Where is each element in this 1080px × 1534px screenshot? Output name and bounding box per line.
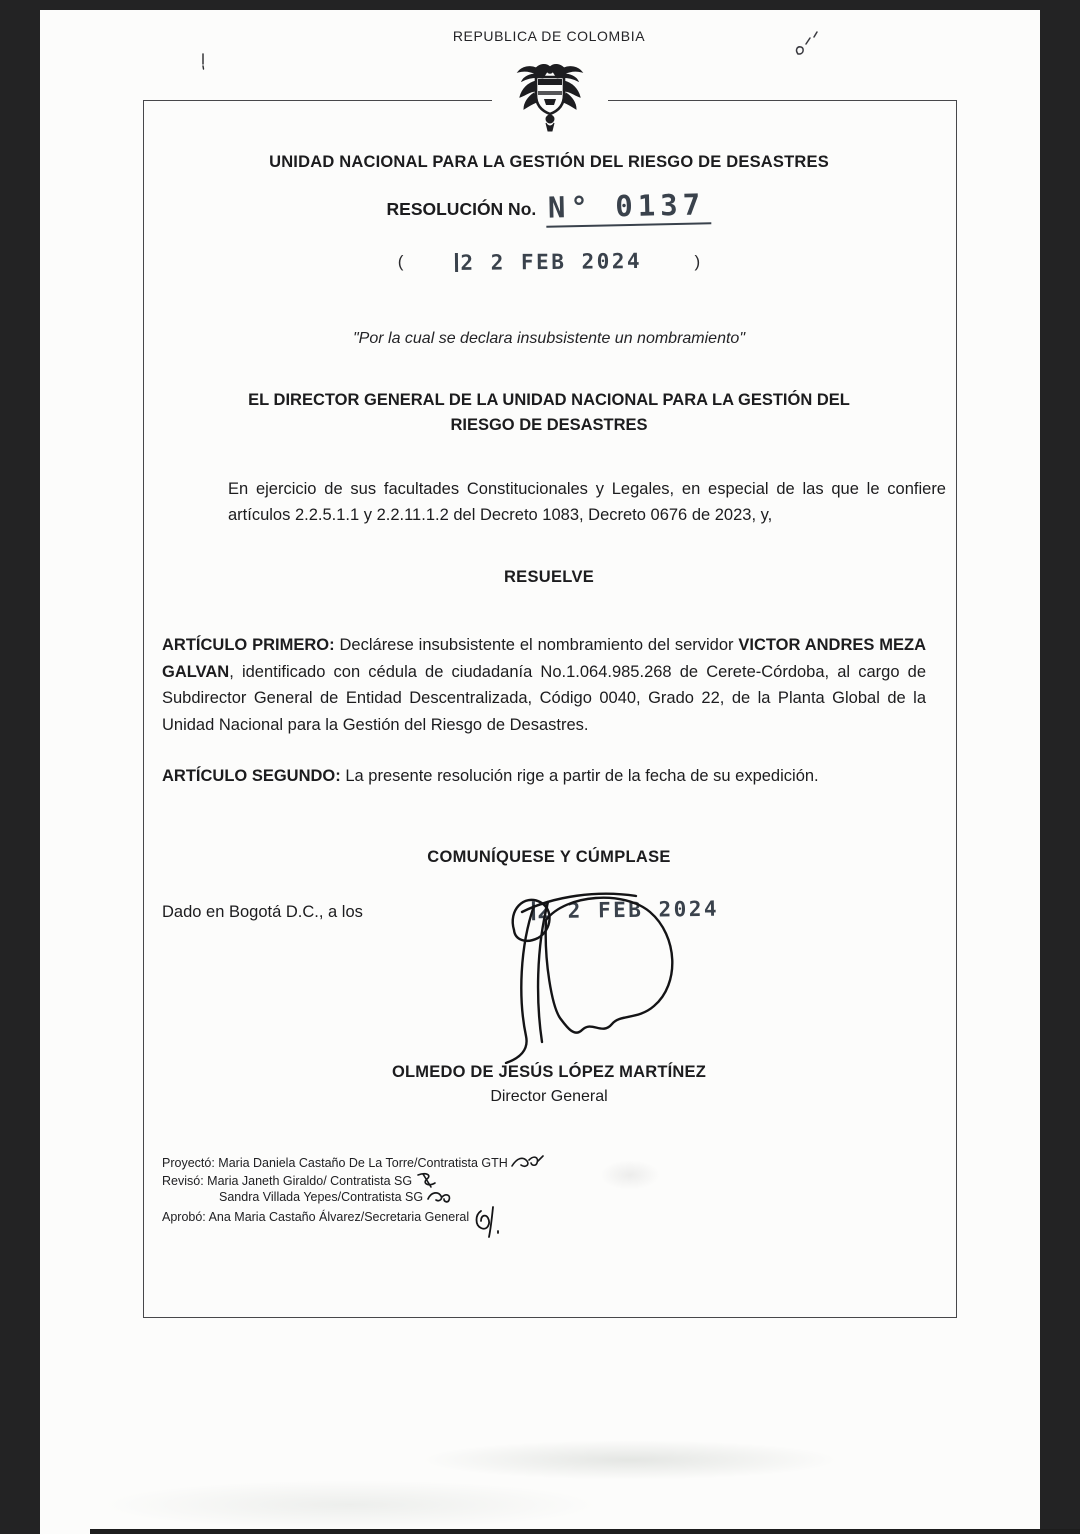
article-first: ARTÍCULO PRIMERO: Declárese insubsistente el nombramiento del servidor VICTOR ANDRES MEZA GALVAN, identificado con cédula de ciudadanía No.1.064.985.268 de Cerete-Córdoba, al cargo de Subdirector General de Entidad Descentralizada, Código 0040, Grado 22, de la Planta Global de la Unidad Nacional para la Gestión del Riesgo de Desastres. <box>162 636 926 734</box>
close-paren: ) <box>694 252 701 271</box>
resolution-number-stamp: N° 0137 <box>546 190 712 227</box>
resolution-date-line <box>143 250 955 274</box>
colombia-coat-of-arms-icon <box>492 56 608 142</box>
footer-line-reviso-2: Sandra Villada Yepes/Contratista SG <box>162 1189 544 1205</box>
stray-pen-mark-icon <box>198 52 208 72</box>
issued-date-stamp: 2 2 FEB 2024 <box>532 897 719 924</box>
footer-line-aprobo: Aprobó: Ana Maria Castaño Álvarez/Secretaria General <box>162 1205 544 1225</box>
date-stamp: 2 2 FEB 2024 <box>455 249 642 275</box>
scan-smudge <box>100 1480 600 1530</box>
stamp-artifact <box>455 253 459 272</box>
article-first-label: ARTÍCULO PRIMERO: <box>162 636 335 654</box>
footer-credits <box>162 1153 544 1225</box>
resolve-heading: RESUELVE <box>503 568 595 586</box>
handwritten-initials-icon <box>414 1171 440 1189</box>
footer-line-reviso-1: Revisó: Maria Janeth Giraldo/ Contratista SG <box>162 1171 544 1189</box>
document-page <box>40 10 1040 1534</box>
article-second-label: ARTÍCULO SEGUNDO: <box>162 767 341 785</box>
open-paren: ( <box>397 252 404 271</box>
handwritten-initials-icon <box>471 1205 505 1225</box>
authority-heading: EL DIRECTOR GENERAL DE LA UNIDAD NACIONAL PARA LA GESTIÓN DEL RIESGO DE DESASTRES <box>248 391 850 434</box>
resolution-label: RESOLUCIÓN No. <box>386 198 537 219</box>
order-heading: COMUNÍQUESE Y CÚMPLASE <box>427 848 671 866</box>
handwritten-initials-icon <box>425 1189 453 1205</box>
article-second: ARTÍCULO SEGUNDO: La presente resolución rige a partir de la fecha de su expedición. <box>162 767 819 785</box>
subject-quote: "Por la cual se declara insubsistente un nombramiento" <box>352 330 745 347</box>
resolution-line <box>143 187 955 226</box>
preamble-paragraph: En ejercicio de sus facultades Constitucionales y Legales, en especial de las que le confiere artículos 2.2.5.1.1 y 2.2.11.1.2 del Decreto 1083, Decreto 0676 de 2023, y, <box>228 480 946 524</box>
handwritten-signature-icon <box>478 886 718 1064</box>
country-header: REPUBLICA DE COLOMBIA <box>452 28 646 44</box>
scan-smudge <box>420 1440 840 1480</box>
signer-title: Director General <box>490 1088 608 1105</box>
scan-edge-bar <box>90 1529 1080 1534</box>
footer-line-proyecto: Proyectó: Maria Daniela Castaño De La Torre/Contratista GTH <box>162 1153 544 1171</box>
servant-name: VICTOR ANDRES MEZA GALVAN <box>162 636 926 681</box>
agency-title: UNIDAD NACIONAL PARA LA GESTIÓN DEL RIESGO DE DESASTRES <box>269 153 829 171</box>
handwritten-initials-icon <box>510 1153 544 1171</box>
issued-at-line: Dado en Bogotá D.C., a los <box>162 903 363 921</box>
signer-name: OLMEDO DE JESÚS LÓPEZ MARTÍNEZ <box>391 1063 707 1081</box>
